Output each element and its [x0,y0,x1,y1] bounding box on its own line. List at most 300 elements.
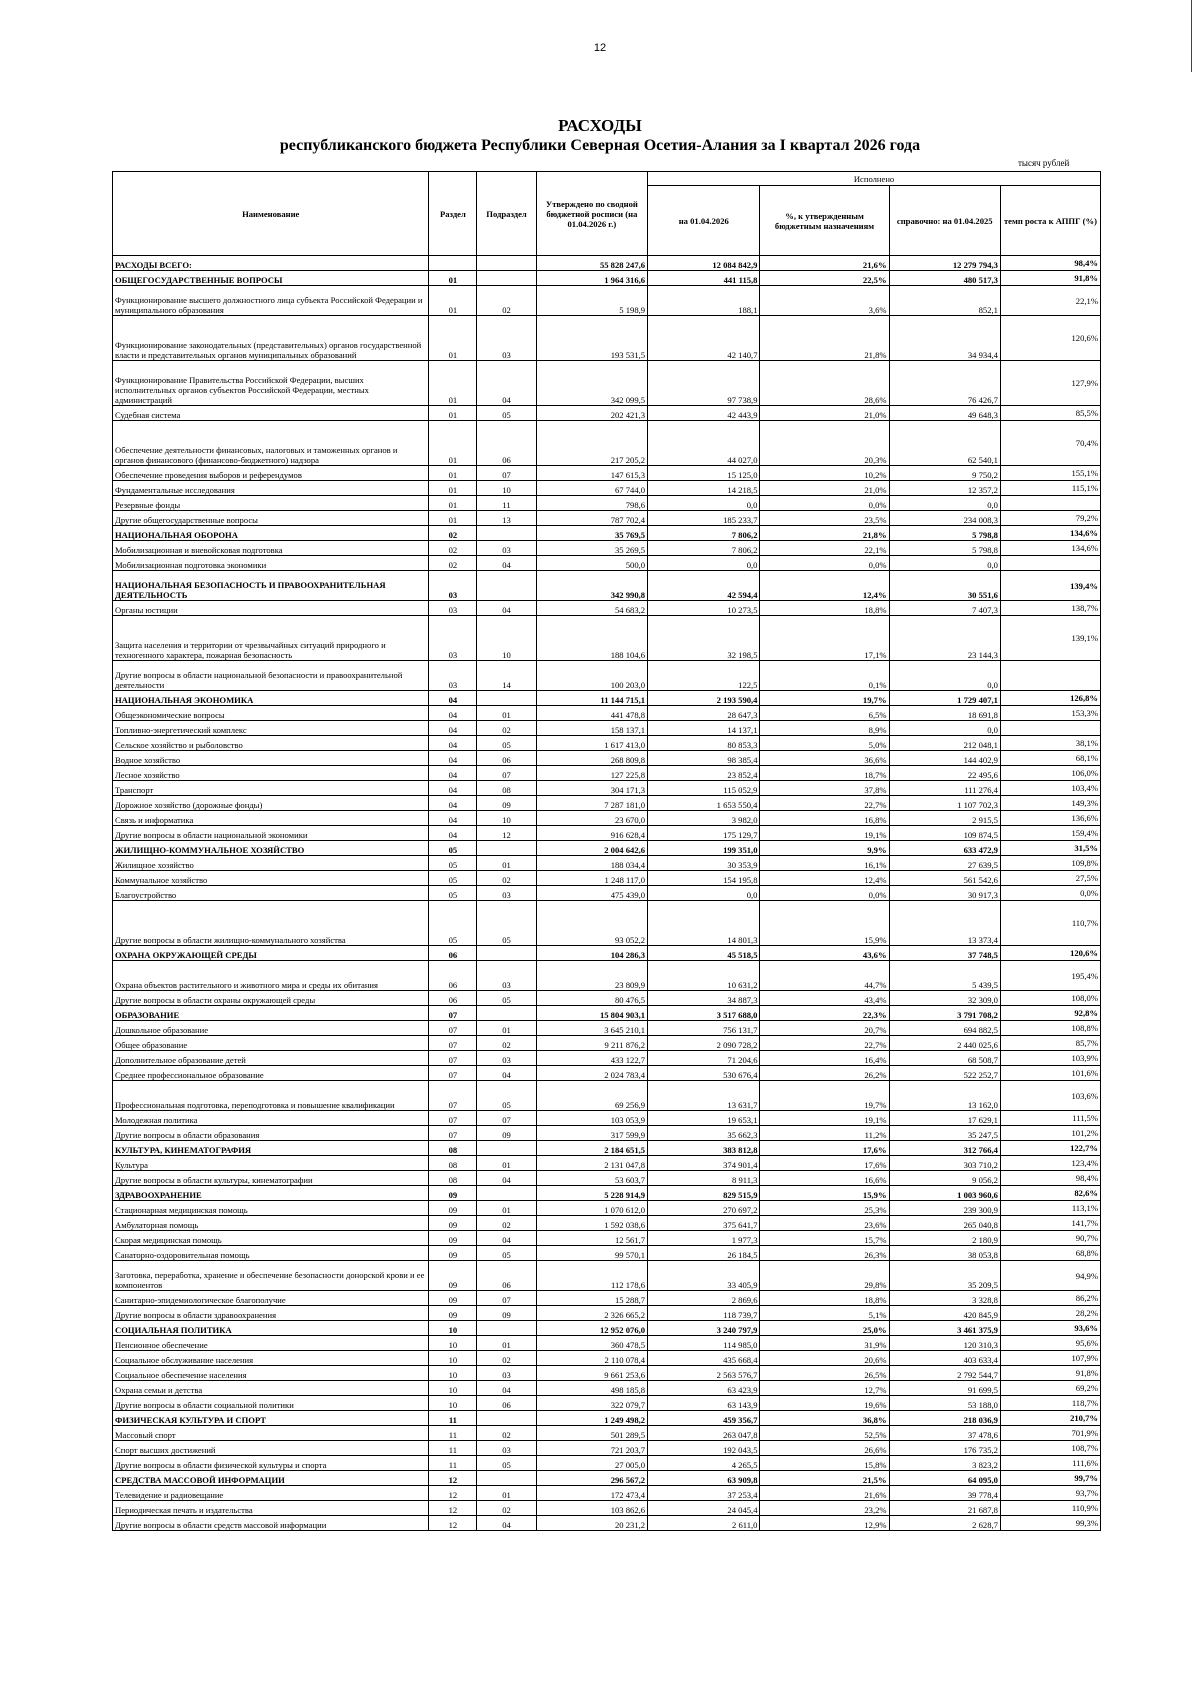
row-section: 01 [429,406,477,421]
row-ref: 234 008,3 [889,511,1000,526]
row-section: 01 [429,421,477,466]
header-growth: темп роста к АППГ (%) [1000,186,1100,256]
row-ref: 5 439,5 [889,961,1000,991]
row-executed: 1 977,3 [648,1231,760,1246]
row-exec-pct: 19,6% [760,1396,889,1411]
row-exec-pct: 36,6% [760,751,889,766]
row-executed: 188,1 [648,286,760,316]
row-growth: 79,2% [1000,511,1100,526]
row-approved: 12 561,7 [536,1231,647,1246]
row-executed: 34 887,3 [648,991,760,1006]
row-ref: 1 729 407,1 [889,691,1000,706]
row-section: 09 [429,1246,477,1261]
table-row [113,1501,1101,1516]
row-growth: 120,6% [1000,946,1100,961]
row-subsection: 01 [477,856,536,871]
row-subsection: 05 [477,1456,536,1471]
row-executed: 530 676,4 [648,1066,760,1081]
table-row [113,1366,1101,1381]
row-section: 04 [429,826,477,841]
table-row [113,736,1101,751]
row-section: 12 [429,1471,477,1486]
row-growth: 101,2% [1000,1126,1100,1141]
row-exec-pct: 21,6% [760,1486,889,1501]
table-row [113,1441,1101,1456]
row-name: Функционирование законодательных (представительных) органов государственной власти и представительных органов муниципальных образований [113,316,429,361]
row-approved: 721 203,7 [536,1441,647,1456]
row-growth: 155,1% [1000,466,1100,481]
row-exec-pct: 5,0% [760,736,889,751]
row-exec-pct: 17,6% [760,1156,889,1171]
row-exec-pct: 21,8% [760,526,889,541]
row-growth: 99,3% [1000,1516,1100,1531]
row-growth: 139,1% [1000,616,1100,661]
row-executed: 32 198,5 [648,616,760,661]
row-subsection: 02 [477,1501,536,1516]
row-executed: 0,0 [648,496,760,511]
row-approved: 1 964 316,6 [536,271,647,286]
row-executed: 23 852,4 [648,766,760,781]
row-section: 10 [429,1381,477,1396]
row-exec-pct: 26,6% [760,1441,889,1456]
row-growth: 126,8% [1000,691,1100,706]
row-subsection: 06 [477,751,536,766]
row-ref: 18 691,8 [889,706,1000,721]
row-approved: 501 289,5 [536,1426,647,1441]
row-executed: 24 045,4 [648,1501,760,1516]
row-approved: 202 421,3 [536,406,647,421]
row-name: Профессиональная подготовка, переподготовка и повышение квалификации [113,1081,429,1111]
row-name: НАЦИОНАЛЬНАЯ ЭКОНОМИКА [113,691,429,706]
row-approved: 268 809,8 [536,751,647,766]
row-exec-pct: 3,6% [760,286,889,316]
row-name: КУЛЬТУРА, КИНЕМАТОГРАФИЯ [113,1141,429,1156]
row-subsection: 14 [477,661,536,691]
row-name: Дошкольное образование [113,1021,429,1036]
row-name: Другие вопросы в области жилищно-коммунального хозяйства [113,901,429,946]
row-name: Судебная система [113,406,429,421]
row-ref: 109 874,5 [889,826,1000,841]
row-section: 04 [429,706,477,721]
row-subsection: 04 [477,1381,536,1396]
table-row [113,721,1101,736]
row-section: 02 [429,556,477,571]
row-exec-pct: 0,0% [760,496,889,511]
row-section: 05 [429,886,477,901]
row-exec-pct: 15,9% [760,901,889,946]
table-row [113,1456,1101,1471]
table-row [113,1396,1101,1411]
row-approved: 15 288,7 [536,1291,647,1306]
row-growth: 95,6% [1000,1336,1100,1351]
table-row [113,1126,1101,1141]
row-exec-pct: 15,7% [760,1231,889,1246]
row-ref: 35 247,5 [889,1126,1000,1141]
row-subsection: 10 [477,481,536,496]
row-executed: 37 253,4 [648,1486,760,1501]
row-ref: 27 639,5 [889,856,1000,871]
row-subsection: 04 [477,1066,536,1081]
row-ref: 38 053,8 [889,1246,1000,1261]
row-subsection [477,571,536,601]
row-section: 04 [429,691,477,706]
row-name: Другие вопросы в области физической культуры и спорта [113,1456,429,1471]
row-growth: 210,7% [1000,1411,1100,1426]
units-label: тысяч рублей [1018,158,1070,168]
row-approved: 916 628,4 [536,826,647,841]
row-growth: 107,9% [1000,1351,1100,1366]
row-section: 09 [429,1291,477,1306]
row-exec-pct: 16,1% [760,856,889,871]
table-row [113,1171,1101,1186]
row-approved: 35 269,5 [536,541,647,556]
row-exec-pct: 6,5% [760,706,889,721]
row-approved: 93 052,2 [536,901,647,946]
row-executed: 2 869,6 [648,1291,760,1306]
row-section: 06 [429,961,477,991]
row-exec-pct: 15,9% [760,1186,889,1201]
row-ref: 3 328,8 [889,1291,1000,1306]
row-section: 01 [429,361,477,406]
row-executed: 7 806,2 [648,541,760,556]
row-section: 10 [429,1396,477,1411]
row-section: 04 [429,796,477,811]
row-name: Другие вопросы в области социальной политики [113,1396,429,1411]
table-row [113,751,1101,766]
row-approved: 103 053,9 [536,1111,647,1126]
row-exec-pct: 25,3% [760,1201,889,1216]
table-row [113,1141,1101,1156]
row-subsection: 10 [477,811,536,826]
table-row [113,901,1101,946]
row-ref: 30 917,3 [889,886,1000,901]
row-section: 09 [429,1261,477,1291]
table-row [113,991,1101,1006]
row-approved: 23 809,9 [536,961,647,991]
page-number: 12 [593,42,607,54]
row-approved: 1 249 498,2 [536,1411,647,1426]
row-executed: 383 812,8 [648,1141,760,1156]
row-section: 04 [429,766,477,781]
row-growth: 108,8% [1000,1021,1100,1036]
row-subsection: 05 [477,1081,536,1111]
row-exec-pct: 43,4% [760,991,889,1006]
header-subsection: Подраздел [477,172,536,256]
row-executed: 15 125,0 [648,466,760,481]
row-ref: 37 748,5 [889,946,1000,961]
table-row [113,1306,1101,1321]
row-name: СОЦИАЛЬНАЯ ПОЛИТИКА [113,1321,429,1336]
row-subsection: 05 [477,1246,536,1261]
row-section: 01 [429,466,477,481]
row-ref: 49 648,3 [889,406,1000,421]
row-approved: 9 661 253,6 [536,1366,647,1381]
row-subsection: 13 [477,511,536,526]
row-name: Мобилизационная и вневойсковая подготовка [113,541,429,556]
row-subsection: 02 [477,1426,536,1441]
row-exec-pct: 0,1% [760,661,889,691]
row-section: 07 [429,1066,477,1081]
row-approved: 317 599,9 [536,1126,647,1141]
table-row [113,661,1101,691]
row-executed: 4 265,5 [648,1456,760,1471]
row-section: 01 [429,496,477,511]
row-section: 02 [429,526,477,541]
row-approved: 342 099,5 [536,361,647,406]
row-executed: 2 090 728,2 [648,1036,760,1051]
table-row [113,706,1101,721]
table-row [113,1351,1101,1366]
row-name: ОХРАНА ОКРУЖАЮЩЕЙ СРЕДЫ [113,946,429,961]
row-name: Общее образование [113,1036,429,1051]
row-ref: 312 766,4 [889,1141,1000,1156]
row-ref: 12 279 794,3 [889,256,1000,271]
row-subsection: 04 [477,1516,536,1531]
row-ref: 218 036,9 [889,1411,1000,1426]
row-approved: 500,0 [536,556,647,571]
row-name: Другие вопросы в области культуры, кинематографии [113,1171,429,1186]
row-name: СРЕДСТВА МАССОВОЙ ИНФОРМАЦИИ [113,1471,429,1486]
row-exec-pct: 8,9% [760,721,889,736]
row-section [429,256,477,271]
row-exec-pct: 36,8% [760,1411,889,1426]
row-exec-pct: 19,7% [760,691,889,706]
row-exec-pct: 12,4% [760,871,889,886]
row-exec-pct: 22,1% [760,541,889,556]
row-ref: 0,0 [889,721,1000,736]
row-subsection: 10 [477,616,536,661]
row-section: 04 [429,751,477,766]
row-subsection: 02 [477,1036,536,1051]
row-ref: 633 472,9 [889,841,1000,856]
row-name: Массовый спорт [113,1426,429,1441]
row-subsection [477,1411,536,1426]
row-ref: 3 461 375,9 [889,1321,1000,1336]
row-subsection [477,526,536,541]
row-name: Резервные фонды [113,496,429,511]
row-executed: 375 641,7 [648,1216,760,1231]
row-ref: 17 629,1 [889,1111,1000,1126]
row-section: 11 [429,1441,477,1456]
row-subsection: 06 [477,1396,536,1411]
row-section: 07 [429,1126,477,1141]
row-name: Функционирование Правительства Российской Федерации, высших исполнительных органов субъектов Российской Федерации, местных администраций [113,361,429,406]
row-exec-pct: 23,6% [760,1216,889,1231]
row-ref: 239 300,9 [889,1201,1000,1216]
row-executed: 12 084 842,9 [648,256,760,271]
row-subsection: 04 [477,1171,536,1186]
row-approved: 54 683,2 [536,601,647,616]
row-section: 08 [429,1171,477,1186]
row-subsection [477,1141,536,1156]
table-row [113,556,1101,571]
row-exec-pct: 16,8% [760,811,889,826]
table-row [113,1471,1101,1486]
row-growth: 0,0% [1000,886,1100,901]
row-ref: 37 478,6 [889,1426,1000,1441]
row-approved: 5 198,9 [536,286,647,316]
row-approved: 158 137,1 [536,721,647,736]
document-title: РАСХОДЫ [558,116,642,135]
row-approved: 127 225,8 [536,766,647,781]
table-row [113,1186,1101,1201]
row-exec-pct: 52,5% [760,1426,889,1441]
row-growth: 149,3% [1000,796,1100,811]
row-subsection: 01 [477,1156,536,1171]
row-subsection [477,271,536,286]
row-exec-pct: 22,7% [760,1036,889,1051]
table-row [113,601,1101,616]
row-approved: 441 478,8 [536,706,647,721]
row-ref: 9 750,2 [889,466,1000,481]
row-exec-pct: 21,0% [760,481,889,496]
row-ref: 62 540,1 [889,421,1000,466]
row-ref: 34 934,4 [889,316,1000,361]
row-exec-pct: 20,6% [760,1351,889,1366]
table-row [113,421,1101,466]
row-name: Дополнительное образование детей [113,1051,429,1066]
row-name: Спорт высших достижений [113,1441,429,1456]
row-name: Водное хозяйство [113,751,429,766]
row-exec-pct: 26,5% [760,1366,889,1381]
row-name: Другие вопросы в области образования [113,1126,429,1141]
row-section: 12 [429,1501,477,1516]
row-section: 05 [429,871,477,886]
row-section: 10 [429,1336,477,1351]
row-section: 11 [429,1426,477,1441]
row-ref: 12 357,2 [889,481,1000,496]
table-row [113,811,1101,826]
row-subsection: 02 [477,721,536,736]
row-section: 03 [429,601,477,616]
row-approved: 2 110 078,4 [536,1351,647,1366]
row-growth: 134,6% [1000,526,1100,541]
row-ref: 68 508,7 [889,1051,1000,1066]
row-executed: 35 662,3 [648,1126,760,1141]
row-section: 05 [429,901,477,946]
row-executed: 2 611,0 [648,1516,760,1531]
row-section: 11 [429,1456,477,1471]
row-subsection: 05 [477,406,536,421]
row-name: Пенсионное обеспечение [113,1336,429,1351]
row-executed: 199 351,0 [648,841,760,856]
row-growth [1000,496,1100,511]
row-growth: 93,6% [1000,1321,1100,1336]
row-growth: 68,8% [1000,1246,1100,1261]
row-executed: 829 515,9 [648,1186,760,1201]
row-executed: 42 140,7 [648,316,760,361]
table-row [113,286,1101,316]
row-executed: 80 853,3 [648,736,760,751]
row-executed: 435 668,4 [648,1351,760,1366]
row-subsection [477,841,536,856]
table-row [113,316,1101,361]
row-executed: 115 052,9 [648,781,760,796]
row-name: Коммунальное хозяйство [113,871,429,886]
table-row [113,1336,1101,1351]
row-exec-pct: 20,3% [760,421,889,466]
row-section: 12 [429,1486,477,1501]
row-executed: 270 697,2 [648,1201,760,1216]
row-exec-pct: 10,2% [760,466,889,481]
table-row [113,481,1101,496]
row-executed: 192 043,5 [648,1441,760,1456]
row-growth: 92,8% [1000,1006,1100,1021]
row-ref: 420 845,9 [889,1306,1000,1321]
row-subsection: 02 [477,286,536,316]
row-subsection: 09 [477,1306,536,1321]
row-subsection: 03 [477,541,536,556]
row-approved: 798,6 [536,496,647,511]
row-approved: 2 131 047,8 [536,1156,647,1171]
table-row [113,1291,1101,1306]
table-row [113,271,1101,286]
row-ref: 21 687,8 [889,1501,1000,1516]
row-approved: 498 185,8 [536,1381,647,1396]
row-approved: 1 248 117,0 [536,871,647,886]
row-section: 09 [429,1231,477,1246]
table-row [113,691,1101,706]
row-name: Скорая медицинская помощь [113,1231,429,1246]
row-ref: 30 551,6 [889,571,1000,601]
row-exec-pct: 11,2% [760,1126,889,1141]
row-approved: 1 070 612,0 [536,1201,647,1216]
row-executed: 45 518,5 [648,946,760,961]
row-ref: 7 407,3 [889,601,1000,616]
row-name: Мобилизационная подготовка экономики [113,556,429,571]
table-row [113,541,1101,556]
row-executed: 154 195,8 [648,871,760,886]
row-exec-pct: 21,8% [760,316,889,361]
row-approved: 147 615,3 [536,466,647,481]
row-name: Молодежная политика [113,1111,429,1126]
row-section: 04 [429,721,477,736]
row-name: ЗДРАВООХРАНЕНИЕ [113,1186,429,1201]
row-ref: 5 798,8 [889,526,1000,541]
row-exec-pct: 17,6% [760,1141,889,1156]
row-growth [1000,661,1100,691]
row-growth: 68,1% [1000,751,1100,766]
row-subsection: 02 [477,1216,536,1231]
table-row [113,361,1101,406]
row-approved: 112 178,6 [536,1261,647,1291]
row-executed: 19 653,1 [648,1111,760,1126]
row-executed: 71 204,6 [648,1051,760,1066]
row-ref: 2 792 544,7 [889,1366,1000,1381]
row-growth: 111,5% [1000,1111,1100,1126]
table-row [113,1111,1101,1126]
row-executed: 63 909,8 [648,1471,760,1486]
row-executed: 2 193 590,4 [648,691,760,706]
table-row [113,571,1101,601]
row-section: 07 [429,1081,477,1111]
header-ref: справочно: на 01.04.2025 [889,186,1000,256]
row-exec-pct: 37,8% [760,781,889,796]
row-section: 05 [429,856,477,871]
row-ref: 403 633,4 [889,1351,1000,1366]
row-approved: 27 005,0 [536,1456,647,1471]
row-approved: 23 670,0 [536,811,647,826]
row-exec-pct: 21,5% [760,1471,889,1486]
document-subtitle: республиканского бюджета Республики Северная Осетия-Алания за I квартал 2026 года [279,137,921,154]
row-ref: 91 699,5 [889,1381,1000,1396]
row-ref: 13 162,0 [889,1081,1000,1111]
row-ref: 76 426,7 [889,361,1000,406]
row-exec-pct: 19,1% [760,826,889,841]
row-approved: 217 205,2 [536,421,647,466]
row-ref: 2 440 025,6 [889,1036,1000,1051]
row-growth: 27,5% [1000,871,1100,886]
